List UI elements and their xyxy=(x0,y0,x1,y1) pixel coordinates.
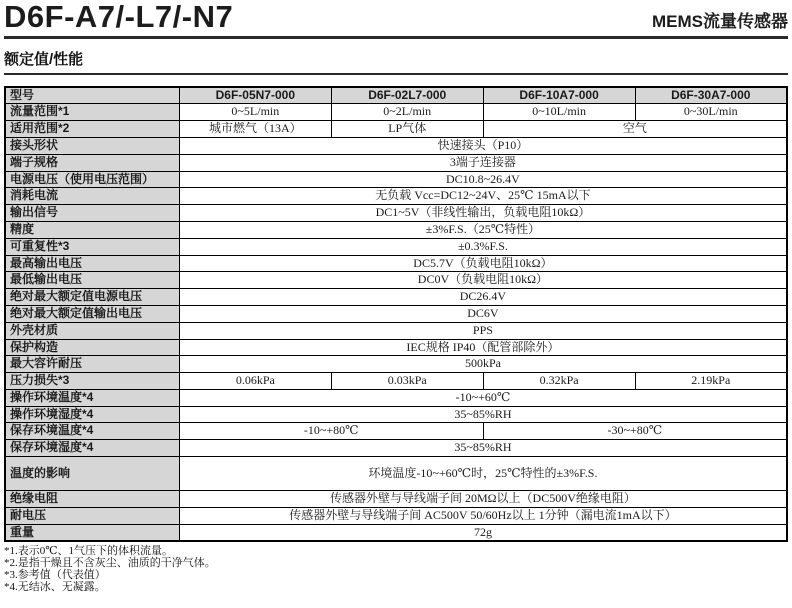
table-row xyxy=(5,255,787,272)
table-row xyxy=(5,507,787,524)
spec-label-cell: 最高输出电压 xyxy=(5,255,179,272)
table-row xyxy=(5,137,787,154)
table-row xyxy=(5,524,787,541)
spec-value-cell: LP气体 xyxy=(331,121,483,138)
footnotes xyxy=(4,546,788,594)
column-header-model-1: D6F-05N7-000 xyxy=(179,87,331,104)
table-row xyxy=(5,356,787,373)
spec-label-cell: 接头形状 xyxy=(5,137,179,154)
table-row xyxy=(5,440,787,457)
table-row xyxy=(5,389,787,406)
spec-value-cell: 35~85%RH xyxy=(179,406,787,423)
spec-label-cell: 可重复性*3 xyxy=(5,238,179,255)
spec-label-cell: 消耗电流 xyxy=(5,188,179,205)
column-header-model-2: D6F-02L7-000 xyxy=(331,87,483,104)
spec-value-cell: 0.06kPa xyxy=(179,373,331,390)
table-row xyxy=(5,406,787,423)
spec-value-cell: 0~10L/min xyxy=(483,104,635,121)
spec-value-cell: 空气 xyxy=(483,121,787,138)
spec-label-cell: 保存环境湿度*4 xyxy=(5,440,179,457)
spec-value-cell: 2.19kPa xyxy=(635,373,787,390)
table-row xyxy=(5,423,787,440)
table-row xyxy=(5,457,787,491)
spec-value-cell: DC10.8~26.4V xyxy=(179,171,787,188)
spec-label-cell: 电源电压（使用电压范围） xyxy=(5,171,179,188)
spec-label-cell: 适用范围*2 xyxy=(5,121,179,138)
spec-value-cell: 0~2L/min xyxy=(331,104,483,121)
table-header-row xyxy=(5,87,787,104)
spec-value-cell: 500kPa xyxy=(179,356,787,373)
spec-label-cell: 压力损失*3 xyxy=(5,373,179,390)
spec-value-cell: PPS xyxy=(179,322,787,339)
spec-value-cell: DC0V（负载电阻10kΩ） xyxy=(179,272,787,289)
table-row xyxy=(5,121,787,138)
spec-label-cell: 保护构造 xyxy=(5,339,179,356)
spec-value-cell: 0~30L/min xyxy=(635,104,787,121)
spec-value-cell: -30~+80℃ xyxy=(483,423,787,440)
column-header-model-3: D6F-10A7-000 xyxy=(483,87,635,104)
spec-value-cell: 0.32kPa xyxy=(483,373,635,390)
column-header-model-4: D6F-30A7-000 xyxy=(635,87,787,104)
spec-value-cell: -10~+60℃ xyxy=(179,389,787,406)
doc-header xyxy=(4,0,788,34)
spec-label-cell: 最大容许耐压 xyxy=(5,356,179,373)
spec-value-cell: 传感器外壁与导线端子间 AC500V 50/60Hz以上 1分钟（漏电流1mA以下） xyxy=(179,507,787,524)
spec-label-cell: 保存环境温度*4 xyxy=(5,423,179,440)
table-row xyxy=(5,339,787,356)
spec-value-cell: 环境温度-10~+60℃时，25℃特性的±3%F.S. xyxy=(179,457,787,491)
spec-value-cell: -10~+80℃ xyxy=(179,423,483,440)
table-row xyxy=(5,154,787,171)
spec-label-cell: 绝对最大额定值电源电压 xyxy=(5,289,179,306)
spec-value-cell: ±3%F.S.（25℃特性） xyxy=(179,221,787,238)
spec-label-cell: 端子规格 xyxy=(5,154,179,171)
section-divider xyxy=(4,73,788,75)
spec-value-cell: ±0.3%F.S. xyxy=(179,238,787,255)
spec-value-cell: 0~5L/min xyxy=(179,104,331,121)
table-row xyxy=(5,238,787,255)
spec-label-cell: 精度 xyxy=(5,221,179,238)
table-row xyxy=(5,205,787,222)
spec-table xyxy=(4,86,788,543)
footnote-item: *3.参考值（代表值） xyxy=(4,569,106,582)
spec-label-cell: 最低输出电压 xyxy=(5,272,179,289)
title-divider xyxy=(4,36,788,39)
spec-label-cell: 输出信号 xyxy=(5,205,179,222)
table-row xyxy=(5,322,787,339)
column-header-model-label: 型号 xyxy=(5,87,179,104)
spec-value-cell: DC1~5V（非线性输出，负载电阻10kΩ） xyxy=(179,205,787,222)
table-row xyxy=(5,491,787,508)
table-row xyxy=(5,305,787,322)
page-title: D6F-A7/-L7/-N7 xyxy=(4,0,234,34)
table-row xyxy=(5,272,787,289)
section-title: 额定值/性能 xyxy=(4,50,84,68)
table-row xyxy=(5,188,787,205)
product-type-label: MEMS流量传感器 xyxy=(652,11,788,31)
table-row xyxy=(5,171,787,188)
spec-label-cell: 耐电压 xyxy=(5,507,179,524)
footnote-item: *4.无结冰、无凝露。 xyxy=(4,581,106,594)
table-row xyxy=(5,373,787,390)
spec-label-cell: 温度的影响 xyxy=(5,457,179,491)
spec-label-cell: 流量范围*1 xyxy=(5,104,179,121)
spec-value-cell: 城市燃气（13A） xyxy=(179,121,331,138)
spec-value-cell: 无负载 Vcc=DC12~24V、25℃ 15mA以下 xyxy=(179,188,787,205)
spec-value-cell: 3端子连接器 xyxy=(179,154,787,171)
spec-value-cell: IEC规格 IP40（配管部除外） xyxy=(179,339,787,356)
spec-label-cell: 外壳材质 xyxy=(5,322,179,339)
spec-label-cell: 操作环境湿度*4 xyxy=(5,406,179,423)
spec-value-cell: 快速接头（P10） xyxy=(179,137,787,154)
spec-table-body xyxy=(5,104,787,542)
spec-value-cell: DC5.7V（负载电阻10kΩ） xyxy=(179,255,787,272)
footnote-item: *1.表示0℃、1气压下的体积流量。 xyxy=(4,545,174,558)
footnote-item: *2.是指干燥且不含灰尘、油质的干净气体。 xyxy=(4,557,216,570)
table-row xyxy=(5,104,787,121)
spec-value-cell: 0.03kPa xyxy=(331,373,483,390)
spec-value-cell: DC6V xyxy=(179,305,787,322)
spec-value-cell: 35~85%RH xyxy=(179,440,787,457)
spec-value-cell: 传感器外壁与导线端子间 20MΩ以上（DC500V绝缘电阻） xyxy=(179,491,787,508)
spec-label-cell: 绝对最大额定值输出电压 xyxy=(5,305,179,322)
spec-table-head xyxy=(5,87,787,104)
table-row xyxy=(5,289,787,306)
spec-label-cell: 操作环境温度*4 xyxy=(5,389,179,406)
spec-label-cell: 绝缘电阻 xyxy=(5,491,179,508)
spec-value-cell: 72g xyxy=(179,524,787,541)
spec-value-cell: DC26.4V xyxy=(179,289,787,306)
spec-label-cell: 重量 xyxy=(5,524,179,541)
table-row xyxy=(5,221,787,238)
